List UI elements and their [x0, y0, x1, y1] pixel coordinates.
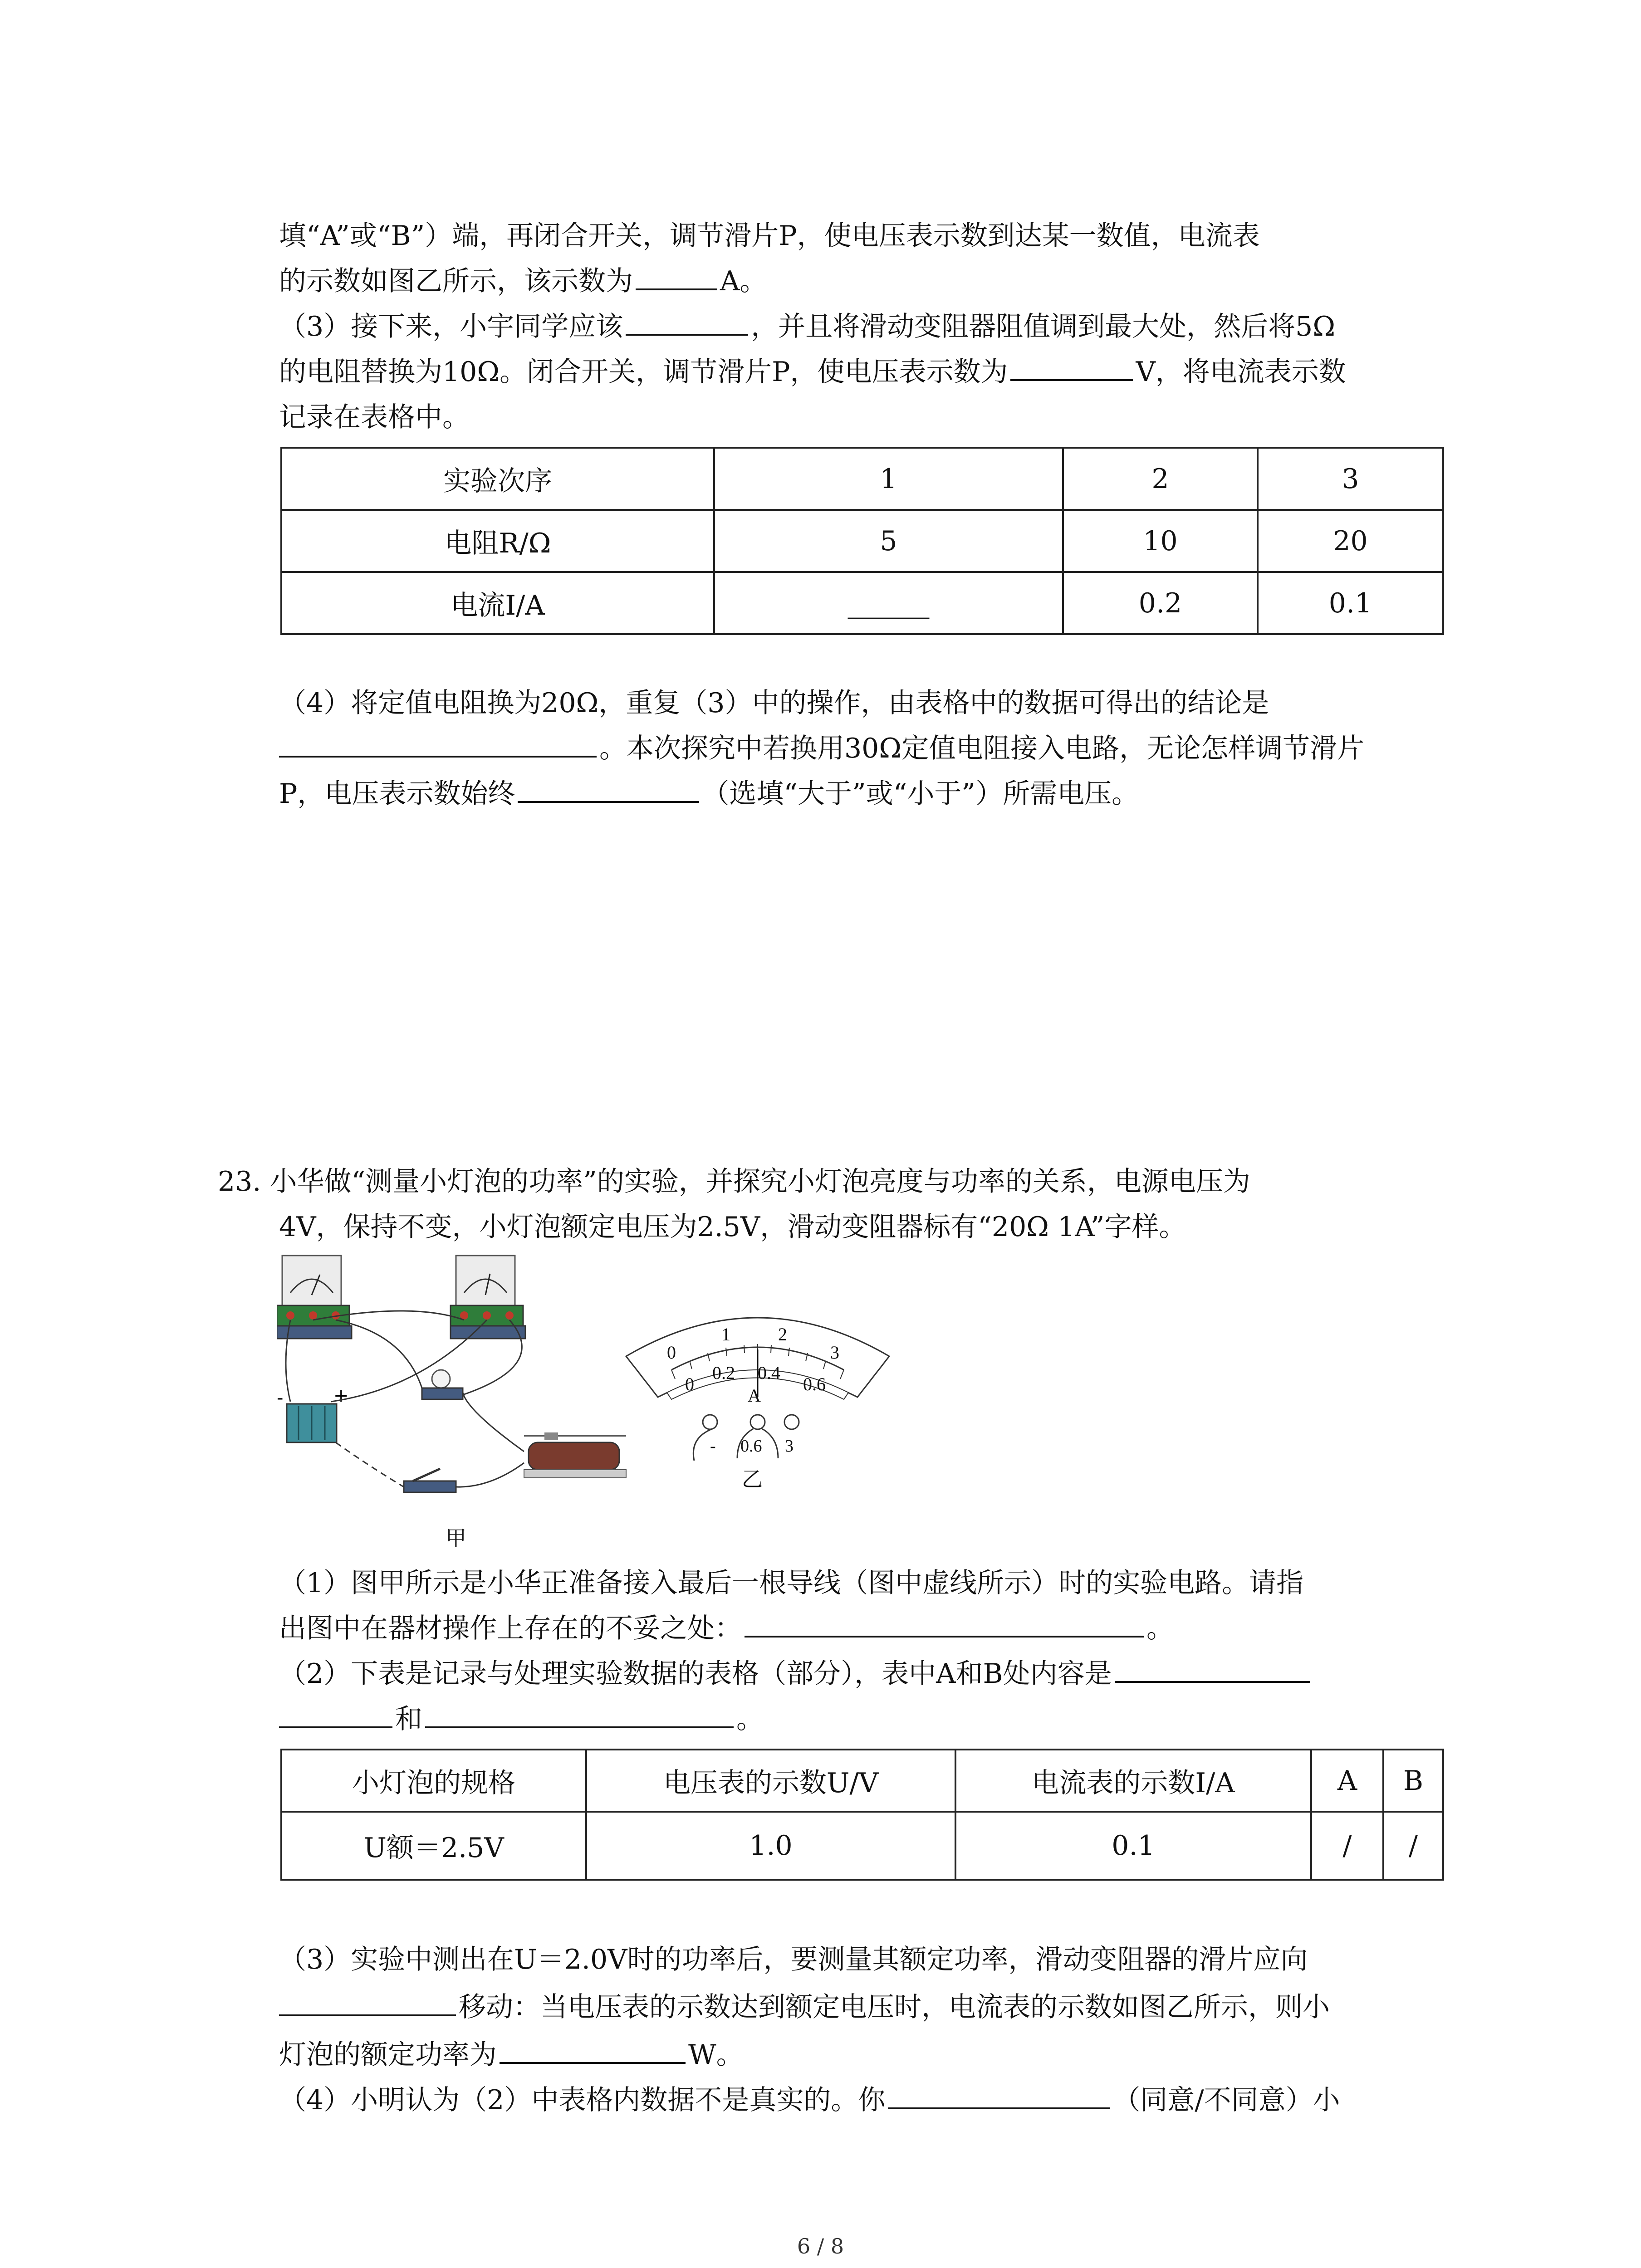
scale-top-1: 1	[721, 1324, 730, 1344]
q23-p3-line-2	[279, 1984, 1440, 2030]
meter-unit-label: A	[748, 1385, 761, 1406]
q22-line-7	[279, 726, 1440, 771]
answer-blank[interactable]	[636, 260, 717, 290]
text: （同意/不同意）小	[1113, 2084, 1340, 2116]
meter-terminals	[703, 1415, 799, 1429]
table-cell: 电流I/A	[281, 572, 714, 634]
table-cell: 20	[1258, 510, 1443, 572]
switch-icon	[404, 1469, 456, 1492]
terminal-label-minus: -	[710, 1437, 716, 1456]
text: （选填“大于”或“小于”）所需电压。	[702, 778, 1139, 810]
text: 填“A”或“B”）端，再闭合开关，调节滑片P，使电压表示数到达某一数值，电流表	[279, 220, 1260, 252]
scale-bottom-2: 0.4	[758, 1363, 780, 1383]
answer-blank[interactable]	[1010, 351, 1133, 381]
table-row	[281, 572, 1443, 634]
voltmeter-icon	[277, 1256, 352, 1339]
answer-blank[interactable]	[279, 1698, 392, 1728]
scale-top-0: 0	[667, 1342, 676, 1363]
text: （2）下表是记录与处理实验数据的表格（部分），表中A和B处内容是	[279, 1658, 1112, 1690]
table-cell: 10	[1063, 510, 1258, 572]
answer-blank[interactable]	[279, 1986, 456, 2016]
answer-blank[interactable]	[745, 1608, 1144, 1637]
table-row	[281, 1750, 1443, 1812]
text: （4）小明认为（2）中表格内数据不是真实的。你	[279, 2084, 886, 2116]
q23-p2-line-2	[279, 1696, 1440, 1742]
answer-blank[interactable]	[518, 773, 699, 803]
text: P，电压表示数始终	[279, 778, 515, 810]
text: 移动：当电压表的示数达到额定电压时，电流表的示数如图乙所示，则小	[459, 1991, 1330, 2023]
q23-p3-line-1	[279, 1937, 1440, 1982]
text: 灯泡的额定功率为	[279, 2039, 497, 2071]
text: ，并且将滑动变阻器阻值调到最大处，然后将5Ω	[751, 311, 1336, 342]
rheostat-icon	[524, 1432, 626, 1478]
answer-blank[interactable]	[425, 1698, 734, 1728]
q23-p1-line-1	[279, 1560, 1440, 1606]
text: 的示数如图乙所示，该示数为	[279, 265, 633, 297]
q22-line-8	[279, 771, 1440, 816]
table-cell: 电压表的示数U/V	[586, 1750, 955, 1812]
text: 4V，保持不变，小灯泡额定电压为2.5V，滑动变阻器标有“20Ω 1A”字样。	[279, 1211, 1186, 1243]
table-cell: 0.1	[955, 1812, 1311, 1880]
q22-line-5	[279, 395, 1440, 440]
scale-bottom-1: 0.2	[712, 1363, 735, 1383]
table-row	[281, 448, 1443, 510]
scale-bottom-3: 0.6	[803, 1374, 826, 1394]
table-cell: 电阻R/Ω	[281, 510, 714, 572]
answer-blank[interactable]	[888, 2079, 1110, 2109]
q23-line-2	[279, 1204, 1440, 1250]
table-cell: U额＝2.5V	[281, 1812, 586, 1880]
q22-data-table	[280, 447, 1444, 635]
page-number: 6 / 8	[797, 2234, 844, 2258]
table-row	[281, 1812, 1443, 1880]
text: V，将电流表示数	[1136, 356, 1346, 388]
q23-line-1	[218, 1159, 1443, 1204]
table-cell: 1	[714, 448, 1063, 510]
text: （3）接下来，小宇同学应该	[279, 311, 623, 342]
terminal-label-0.6: 0.6	[740, 1437, 762, 1456]
table-cell: 电流表的示数I/A	[955, 1750, 1311, 1812]
table-cell: 0.2	[1063, 572, 1258, 634]
text: 。本次探究中若换用30Ω定值电阻接入电路，无论怎样调节滑片	[599, 733, 1365, 764]
q23-p4-line-1	[279, 2077, 1440, 2123]
text: （4）将定值电阻换为20Ω，重复（3）中的操作，由表格中的数据可得出的结论是	[279, 687, 1269, 719]
text: A。	[720, 265, 767, 297]
figure-caption-b: 乙	[742, 1467, 763, 1491]
text: 23. 小华做“测量小灯泡的功率”的实验，并探究小灯泡亮度与功率的关系，电源电压为	[218, 1166, 1250, 1198]
table-cell[interactable]: ______	[714, 572, 1063, 634]
q22-line-3	[279, 304, 1440, 349]
scale-top-3: 3	[830, 1342, 839, 1363]
table-cell: /	[1383, 1812, 1443, 1880]
q22-line-2	[279, 259, 1440, 304]
table-cell: 1.0	[586, 1812, 955, 1880]
circuit-figure	[277, 1252, 640, 1506]
text: 出图中在器材操作上存在的不妥之处：	[279, 1613, 742, 1644]
text: 的电阻替换为10Ω。闭合开关，调节滑片P，使电压表示数为	[279, 356, 1008, 388]
q22-line-6	[279, 680, 1440, 726]
figure-caption-a: 甲	[446, 1526, 466, 1550]
table-row	[281, 510, 1443, 572]
table-cell: 0.1	[1258, 572, 1443, 634]
text: 和	[395, 1703, 422, 1735]
answer-blank[interactable]	[500, 2034, 686, 2064]
table-cell: 5	[714, 510, 1063, 572]
q23-p3-line-3	[279, 2032, 1440, 2077]
text: 。	[1146, 1613, 1174, 1644]
bulb-icon	[422, 1370, 463, 1399]
battery-minus-label: -	[277, 1388, 284, 1408]
table-cell: 实验次序	[281, 448, 714, 510]
text: 记录在表格中。	[279, 401, 470, 433]
table-cell: 3	[1258, 448, 1443, 510]
battery-icon	[277, 1385, 349, 1442]
table-cell: 2	[1063, 448, 1258, 510]
table-cell: /	[1311, 1812, 1383, 1880]
answer-blank[interactable]	[1115, 1653, 1310, 1683]
table-cell: A	[1311, 1750, 1383, 1812]
q23-p1-line-2	[279, 1606, 1440, 1651]
text: W。	[688, 2039, 744, 2071]
table-cell: 小灯泡的规格	[281, 1750, 586, 1812]
text: （3）实验中测出在U＝2.0V时的功率后，要测量其额定功率，滑动变阻器的滑片应向	[279, 1944, 1308, 1975]
answer-blank[interactable]	[626, 306, 748, 336]
q22-line-4	[279, 349, 1440, 395]
battery-plus-label: +	[333, 1385, 349, 1406]
text: （1）图甲所示是小华正准备接入最后一根导线（图中虚线所示）时的实验电路。请指	[279, 1567, 1304, 1599]
answer-blank[interactable]	[279, 728, 597, 758]
q23-data-table	[280, 1749, 1444, 1881]
q22-line-1	[279, 213, 1440, 259]
q23-p2-line-1	[279, 1651, 1440, 1696]
scale-top-2: 2	[778, 1324, 787, 1344]
scale-bottom-0: 0	[685, 1374, 694, 1394]
text: 。	[736, 1703, 764, 1735]
table-cell: B	[1383, 1750, 1443, 1812]
terminal-label-3: 3	[785, 1437, 794, 1456]
